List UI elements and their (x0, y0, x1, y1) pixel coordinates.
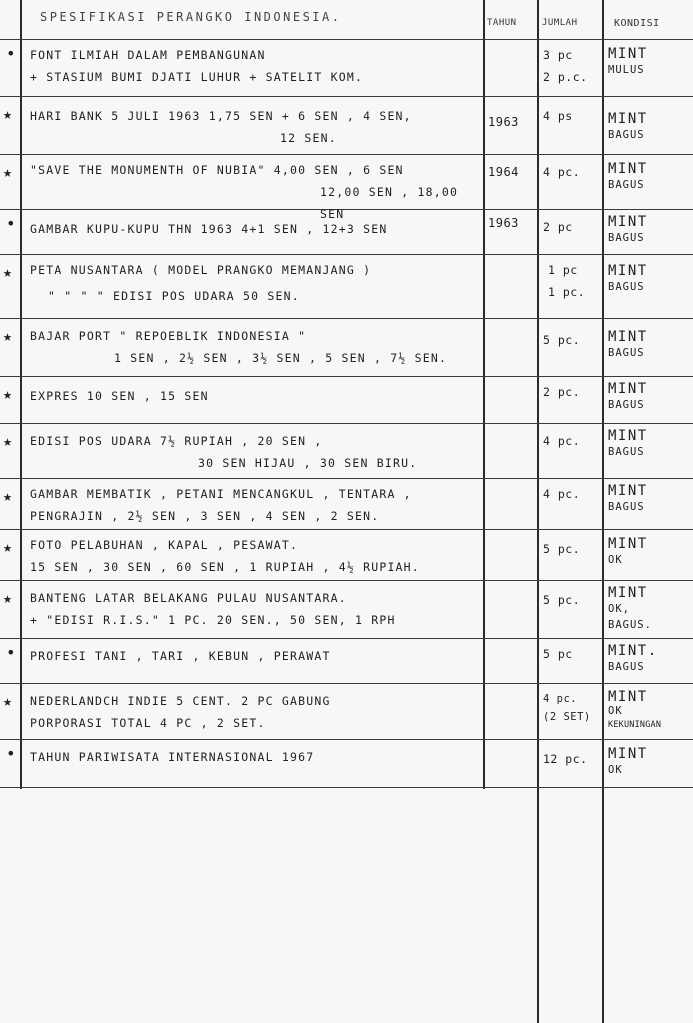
table-row (0, 155, 693, 221)
condition-note: OK (608, 705, 623, 717)
row-quantity (543, 329, 601, 351)
row-description (30, 534, 482, 578)
condition-grade: MINT (608, 263, 648, 279)
quantity-line-1: 5 pc. (543, 593, 581, 607)
row-quantity (543, 105, 601, 127)
condition-grade: MINT (608, 536, 648, 552)
quantity-line-1: 4 pc. (543, 693, 578, 705)
table-row (0, 530, 693, 580)
condition-note: OK (608, 764, 623, 776)
row-condition (608, 46, 692, 78)
row-description (30, 385, 482, 407)
table-row (0, 319, 693, 376)
row-condition (608, 483, 692, 515)
condition-grade: MINT (608, 689, 648, 705)
row-description (30, 690, 482, 734)
row-condition (608, 746, 692, 778)
description-line-1: EDISI POS UDARA 7½ RUPIAH , 20 SEN , (30, 434, 323, 448)
description-line-1: FOTO PELABUHAN , KAPAL , PESAWAT. (30, 538, 299, 552)
bullet-marker: • (6, 643, 16, 662)
quantity-line-2: 1 pc. (548, 285, 586, 299)
condition-note: BAGUS (608, 232, 645, 244)
condition-grade: MINT. (608, 643, 658, 659)
description-line-2: PORPORASI TOTAL 4 PC , 2 SET. (30, 716, 266, 730)
row-quantity (543, 161, 601, 183)
description-line-2: PENGRAJIN , 2½ SEN , 3 SEN , 4 SEN , 2 SEN. (30, 509, 380, 523)
condition-grade: MINT (608, 46, 648, 62)
table-row (0, 255, 693, 318)
star-marker: ★ (3, 327, 13, 345)
bullet-marker: • (6, 744, 16, 763)
quantity-line-1: 4 pc. (543, 165, 581, 179)
row-condition (608, 263, 692, 295)
condition-grade: MINT (608, 585, 648, 601)
condition-note: BAGUS (608, 661, 645, 673)
row-quantity (543, 690, 601, 726)
star-marker: ★ (3, 538, 13, 556)
condition-note-extra: KEKUNINGAN (608, 720, 662, 730)
table-row (0, 479, 693, 529)
quantity-line-1: 5 pc. (543, 333, 581, 347)
description-line-1: PETA NUSANTARA ( MODEL PRANGKO MEMANJANG ) (30, 263, 372, 277)
row-condition (608, 111, 692, 143)
table-row (0, 581, 693, 638)
condition-note: BAGUS (608, 347, 645, 359)
condition-grade: MINT (608, 161, 648, 177)
row-condition (608, 643, 692, 675)
row-quantity (543, 216, 601, 238)
condition-note: BAGUS (608, 281, 645, 293)
row-quantity (543, 44, 601, 88)
description-line-1: BANTENG LATAR BELAKANG PULAU NUSANTARA. (30, 591, 347, 605)
row-quantity (543, 643, 601, 665)
condition-grade: MINT (608, 111, 648, 127)
row-description (30, 746, 482, 768)
quantity-line-1: 3 pc (543, 48, 573, 62)
column-header-kondisi: KONDISI (614, 18, 660, 29)
condition-note: BAGUS (608, 399, 645, 411)
table-row (0, 639, 693, 683)
star-marker: ★ (3, 487, 13, 505)
description-line-1: BAJAR PORT " REPOEBLIK INDONESIA " (30, 329, 307, 343)
description-line-2: " " " " EDISI POS UDARA 50 SEN. (48, 289, 300, 303)
table-row (0, 40, 693, 96)
description-line-1: EXPRES 10 SEN , 15 SEN (30, 389, 209, 403)
row-year: 1963 (488, 216, 519, 230)
condition-grade: MINT (608, 483, 648, 499)
row-year: 1964 (488, 165, 519, 179)
row-condition (608, 161, 692, 193)
row-quantity (543, 483, 601, 505)
row-description (30, 645, 482, 667)
star-marker: ★ (3, 432, 13, 450)
star-marker: ★ (3, 692, 13, 710)
quantity-line-1: 4 ps (543, 109, 573, 123)
quantity-line-1: 5 pc (543, 647, 573, 661)
star-marker: ★ (3, 385, 13, 403)
row-quantity (543, 748, 601, 770)
row-condition (608, 690, 692, 732)
row-rule (0, 787, 693, 788)
row-description (30, 587, 482, 631)
description-line-1: GAMBAR MEMBATIK , PETANI MENCANGKUL , TENTARA , (30, 487, 412, 501)
condition-note: BAGUS (608, 501, 645, 513)
condition-grade: MINT (608, 428, 648, 444)
star-marker: ★ (3, 263, 13, 281)
description-line-2: 12 SEN. (280, 131, 337, 145)
row-quantity (548, 259, 606, 303)
star-marker: ★ (3, 589, 13, 607)
bullet-marker: • (6, 214, 16, 233)
condition-grade: MINT (608, 329, 648, 345)
quantity-line-1: 1 pc (548, 263, 578, 277)
quantity-line-2: (2 SET) (543, 711, 591, 723)
row-description (30, 430, 482, 474)
quantity-line-1: 4 pc. (543, 434, 581, 448)
table-row (0, 684, 693, 739)
table-row (0, 377, 693, 423)
column-header-jumlah: JUMLAH (542, 18, 578, 28)
star-marker: ★ (3, 105, 13, 123)
row-year: 1963 (488, 115, 519, 129)
row-description (30, 44, 482, 88)
row-condition (608, 381, 692, 413)
description-line-2: + STASIUM BUMI DJATI LUHUR + SATELIT KOM. (30, 70, 364, 84)
quantity-line-1: 12 pc. (543, 752, 588, 766)
quantity-line-1: 4 pc. (543, 487, 581, 501)
condition-note: BAGUS (608, 129, 645, 141)
condition-grade: MINT (608, 746, 648, 762)
condition-note: BAGUS (608, 446, 645, 458)
row-quantity (543, 381, 601, 403)
condition-grade: MINT (608, 381, 648, 397)
row-condition (608, 329, 692, 361)
condition-grade: MINT (608, 214, 648, 230)
row-quantity (543, 589, 601, 611)
quantity-line-1: 2 pc (543, 220, 573, 234)
row-description (30, 483, 482, 527)
description-line-2: 15 SEN , 30 SEN , 60 SEN , 1 RUPIAH , 4½ RUPIAH. (30, 560, 420, 574)
description-line-1: NEDERLANDCH INDIE 5 CENT. 2 PC GABUNG (30, 694, 331, 708)
star-marker: ★ (3, 163, 13, 181)
description-line-1: FONT ILMIAH DALAM PEMBANGUNAN (30, 48, 266, 62)
table-row (0, 97, 693, 154)
row-condition (608, 428, 692, 460)
row-description (30, 325, 482, 369)
quantity-line-1: 2 pc. (543, 385, 581, 399)
row-quantity (543, 538, 601, 560)
description-line-2: 1 SEN , 2½ SEN , 3½ SEN , 5 SEN , 7½ SEN. (114, 351, 448, 365)
condition-note: OK (608, 554, 623, 566)
description-line-1: GAMBAR KUPU-KUPU THN 1963 4+1 SEN , 12+3 SEN (30, 222, 388, 236)
column-header-tahun: TAHUN (487, 18, 517, 28)
table-row (0, 424, 693, 478)
row-description (30, 105, 482, 149)
row-description (30, 218, 482, 240)
description-line-1: HARI BANK 5 JULI 1963 1,75 SEN + 6 SEN , 4 SEN, (30, 109, 412, 123)
row-condition (608, 536, 692, 568)
row-description (30, 259, 482, 311)
condition-note: BAGUS (608, 179, 645, 191)
table-row (0, 210, 693, 254)
bullet-marker: • (6, 44, 16, 63)
condition-note-extra: BAGUS. (608, 619, 652, 631)
description-line-1: TAHUN PARIWISATA INTERNASIONAL 1967 (30, 750, 315, 764)
description-line-1: PROFESI TANI , TARI , KEBUN , PERAWAT (30, 649, 331, 663)
table-row (0, 740, 693, 787)
description-line-2: 12,00 SEN , 18,00 SEN (320, 185, 459, 221)
page-title: SPESIFIKASI PERANGKO INDONESIA. (40, 10, 342, 24)
quantity-line-2: 2 p.c. (543, 70, 588, 84)
description-line-1: "SAVE THE MONUMENTH OF NUBIA" 4,00 SEN , 6 SEN (30, 163, 404, 177)
condition-note: MULUS (608, 64, 645, 76)
quantity-line-1: 5 pc. (543, 542, 581, 556)
condition-note: OK, (608, 603, 630, 615)
description-line-2: + "EDISI R.I.S." 1 PC. 20 SEN., 50 SEN, 1 RPH (30, 613, 396, 627)
description-line-2: 30 SEN HIJAU , 30 SEN BIRU. (198, 456, 418, 470)
row-condition (608, 214, 692, 246)
row-quantity (543, 430, 601, 452)
row-condition (608, 585, 692, 633)
